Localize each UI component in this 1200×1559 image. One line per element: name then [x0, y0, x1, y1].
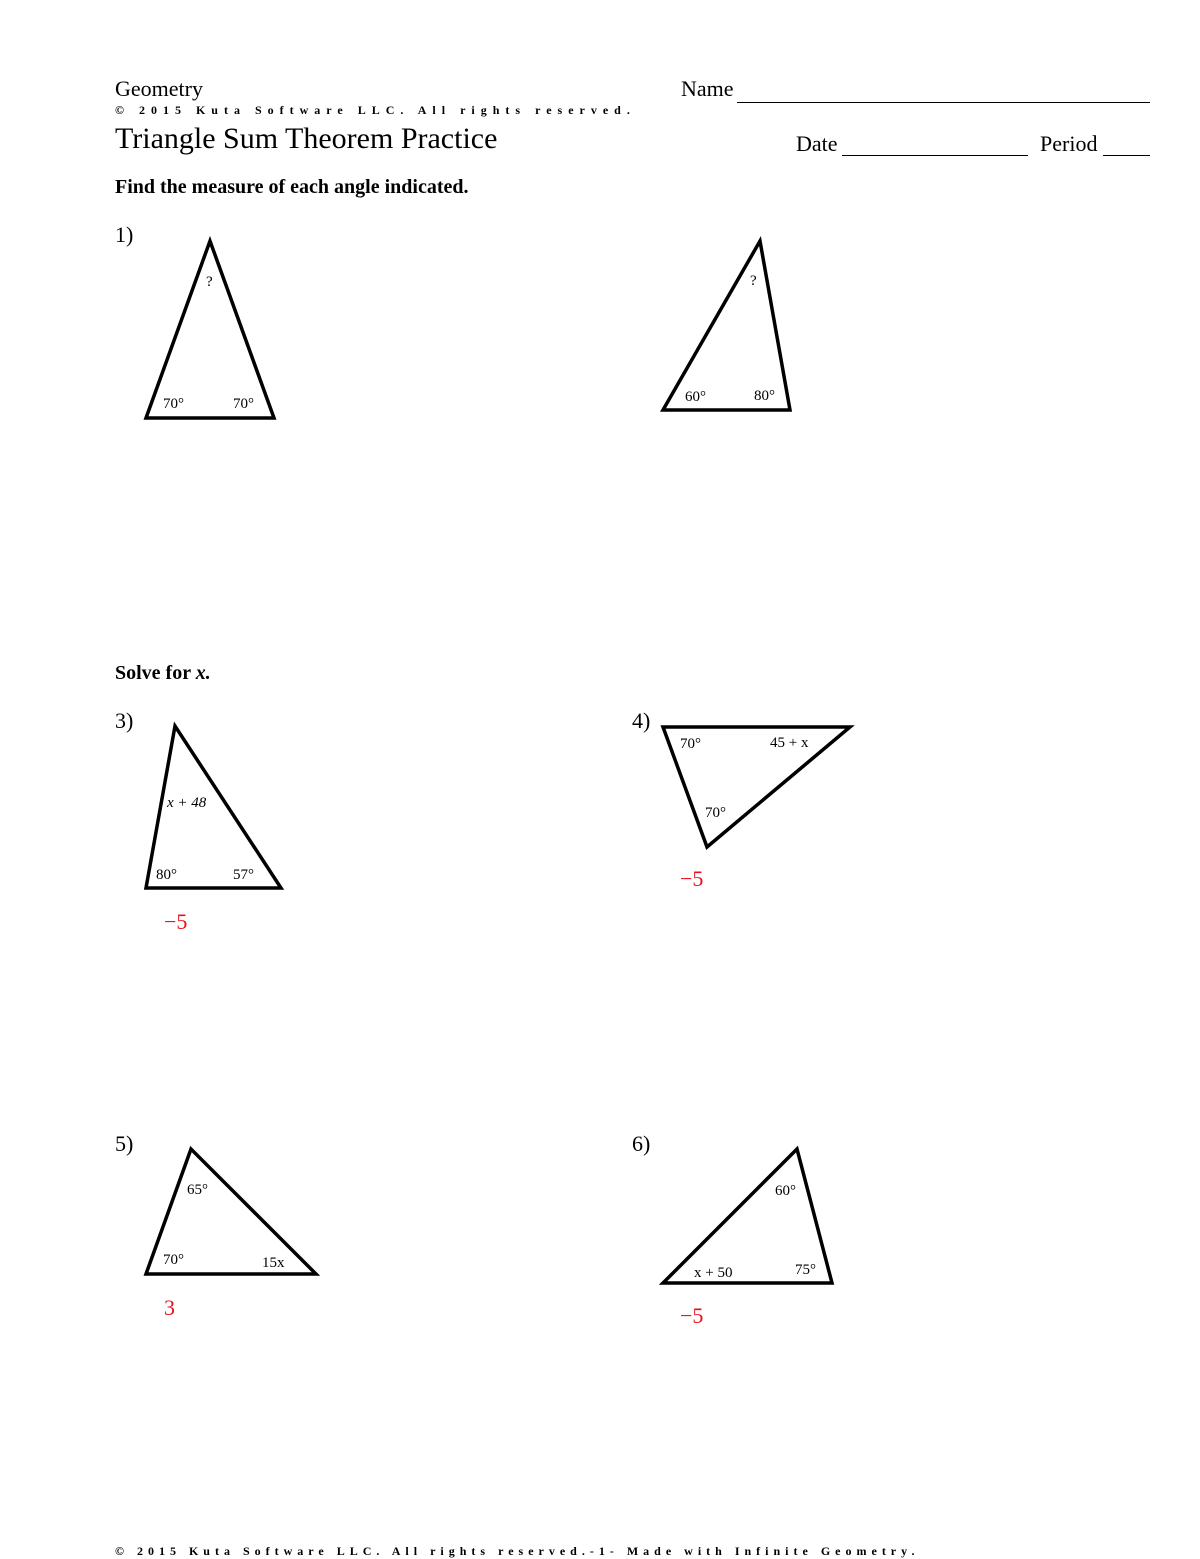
period-label: Period — [1040, 131, 1098, 156]
copyright-notice: © 2015 Kuta Software LLC. All rights reserved. — [115, 103, 636, 117]
problem-3-left-angle: 80° — [156, 867, 177, 883]
problem-5-number: 5) — [115, 1131, 134, 1156]
problem-2-left-angle: 60° — [685, 389, 706, 405]
instruction-find-angle: Find the measure of each angle indicated. — [115, 176, 469, 198]
problem-3-top-angle: x + 48 — [167, 795, 207, 811]
problem-4-answer: −5 — [680, 866, 704, 891]
problem-6-top-angle: 60° — [775, 1183, 796, 1199]
problem-1-number: 1) — [115, 222, 134, 247]
problem-5-top-angle: 65° — [187, 1182, 208, 1198]
date-label: Date — [796, 131, 838, 156]
problem-1-top-angle: ? — [206, 274, 213, 290]
problem-4-number: 4) — [632, 708, 651, 733]
problem-6-left-angle: x + 50 — [694, 1265, 733, 1281]
problem-4-top-left-angle: 70° — [680, 736, 701, 752]
problem-5-answer: 3 — [164, 1295, 175, 1320]
course-name: Geometry — [115, 76, 203, 101]
problem-6-answer: −5 — [680, 1303, 704, 1328]
problem-1-left-angle: 70° — [163, 396, 184, 412]
problem-2-top-angle: ? — [750, 273, 757, 289]
page-footer: © 2015 Kuta Software LLC. All rights reserved.-1- Made with Infinite Geometry. — [115, 1544, 920, 1558]
problem-2-triangle — [663, 241, 790, 410]
problem-3-number: 3) — [115, 708, 134, 733]
problem-4-top-right-angle: 45 + x — [770, 735, 809, 751]
problem-4-bottom-angle: 70° — [705, 805, 726, 821]
name-label: Name — [681, 76, 734, 101]
instruction-solve-x-prefix: Solve for — [115, 662, 196, 684]
worksheet-title: Triangle Sum Theorem Practice — [115, 122, 498, 155]
problem-5-right-angle: 15x — [262, 1255, 285, 1271]
problem-6-right-angle: 75° — [795, 1262, 816, 1278]
instruction-solve-x-variable: x. — [195, 662, 211, 684]
problem-3-right-angle: 57° — [233, 867, 254, 883]
problem-5-left-angle: 70° — [163, 1252, 184, 1268]
problem-2-right-angle: 80° — [754, 388, 775, 404]
problem-6-number: 6) — [632, 1131, 651, 1156]
problem-1-right-angle: 70° — [233, 396, 254, 412]
problem-1-triangle — [146, 241, 274, 418]
problem-3-answer: −5 — [164, 909, 188, 934]
